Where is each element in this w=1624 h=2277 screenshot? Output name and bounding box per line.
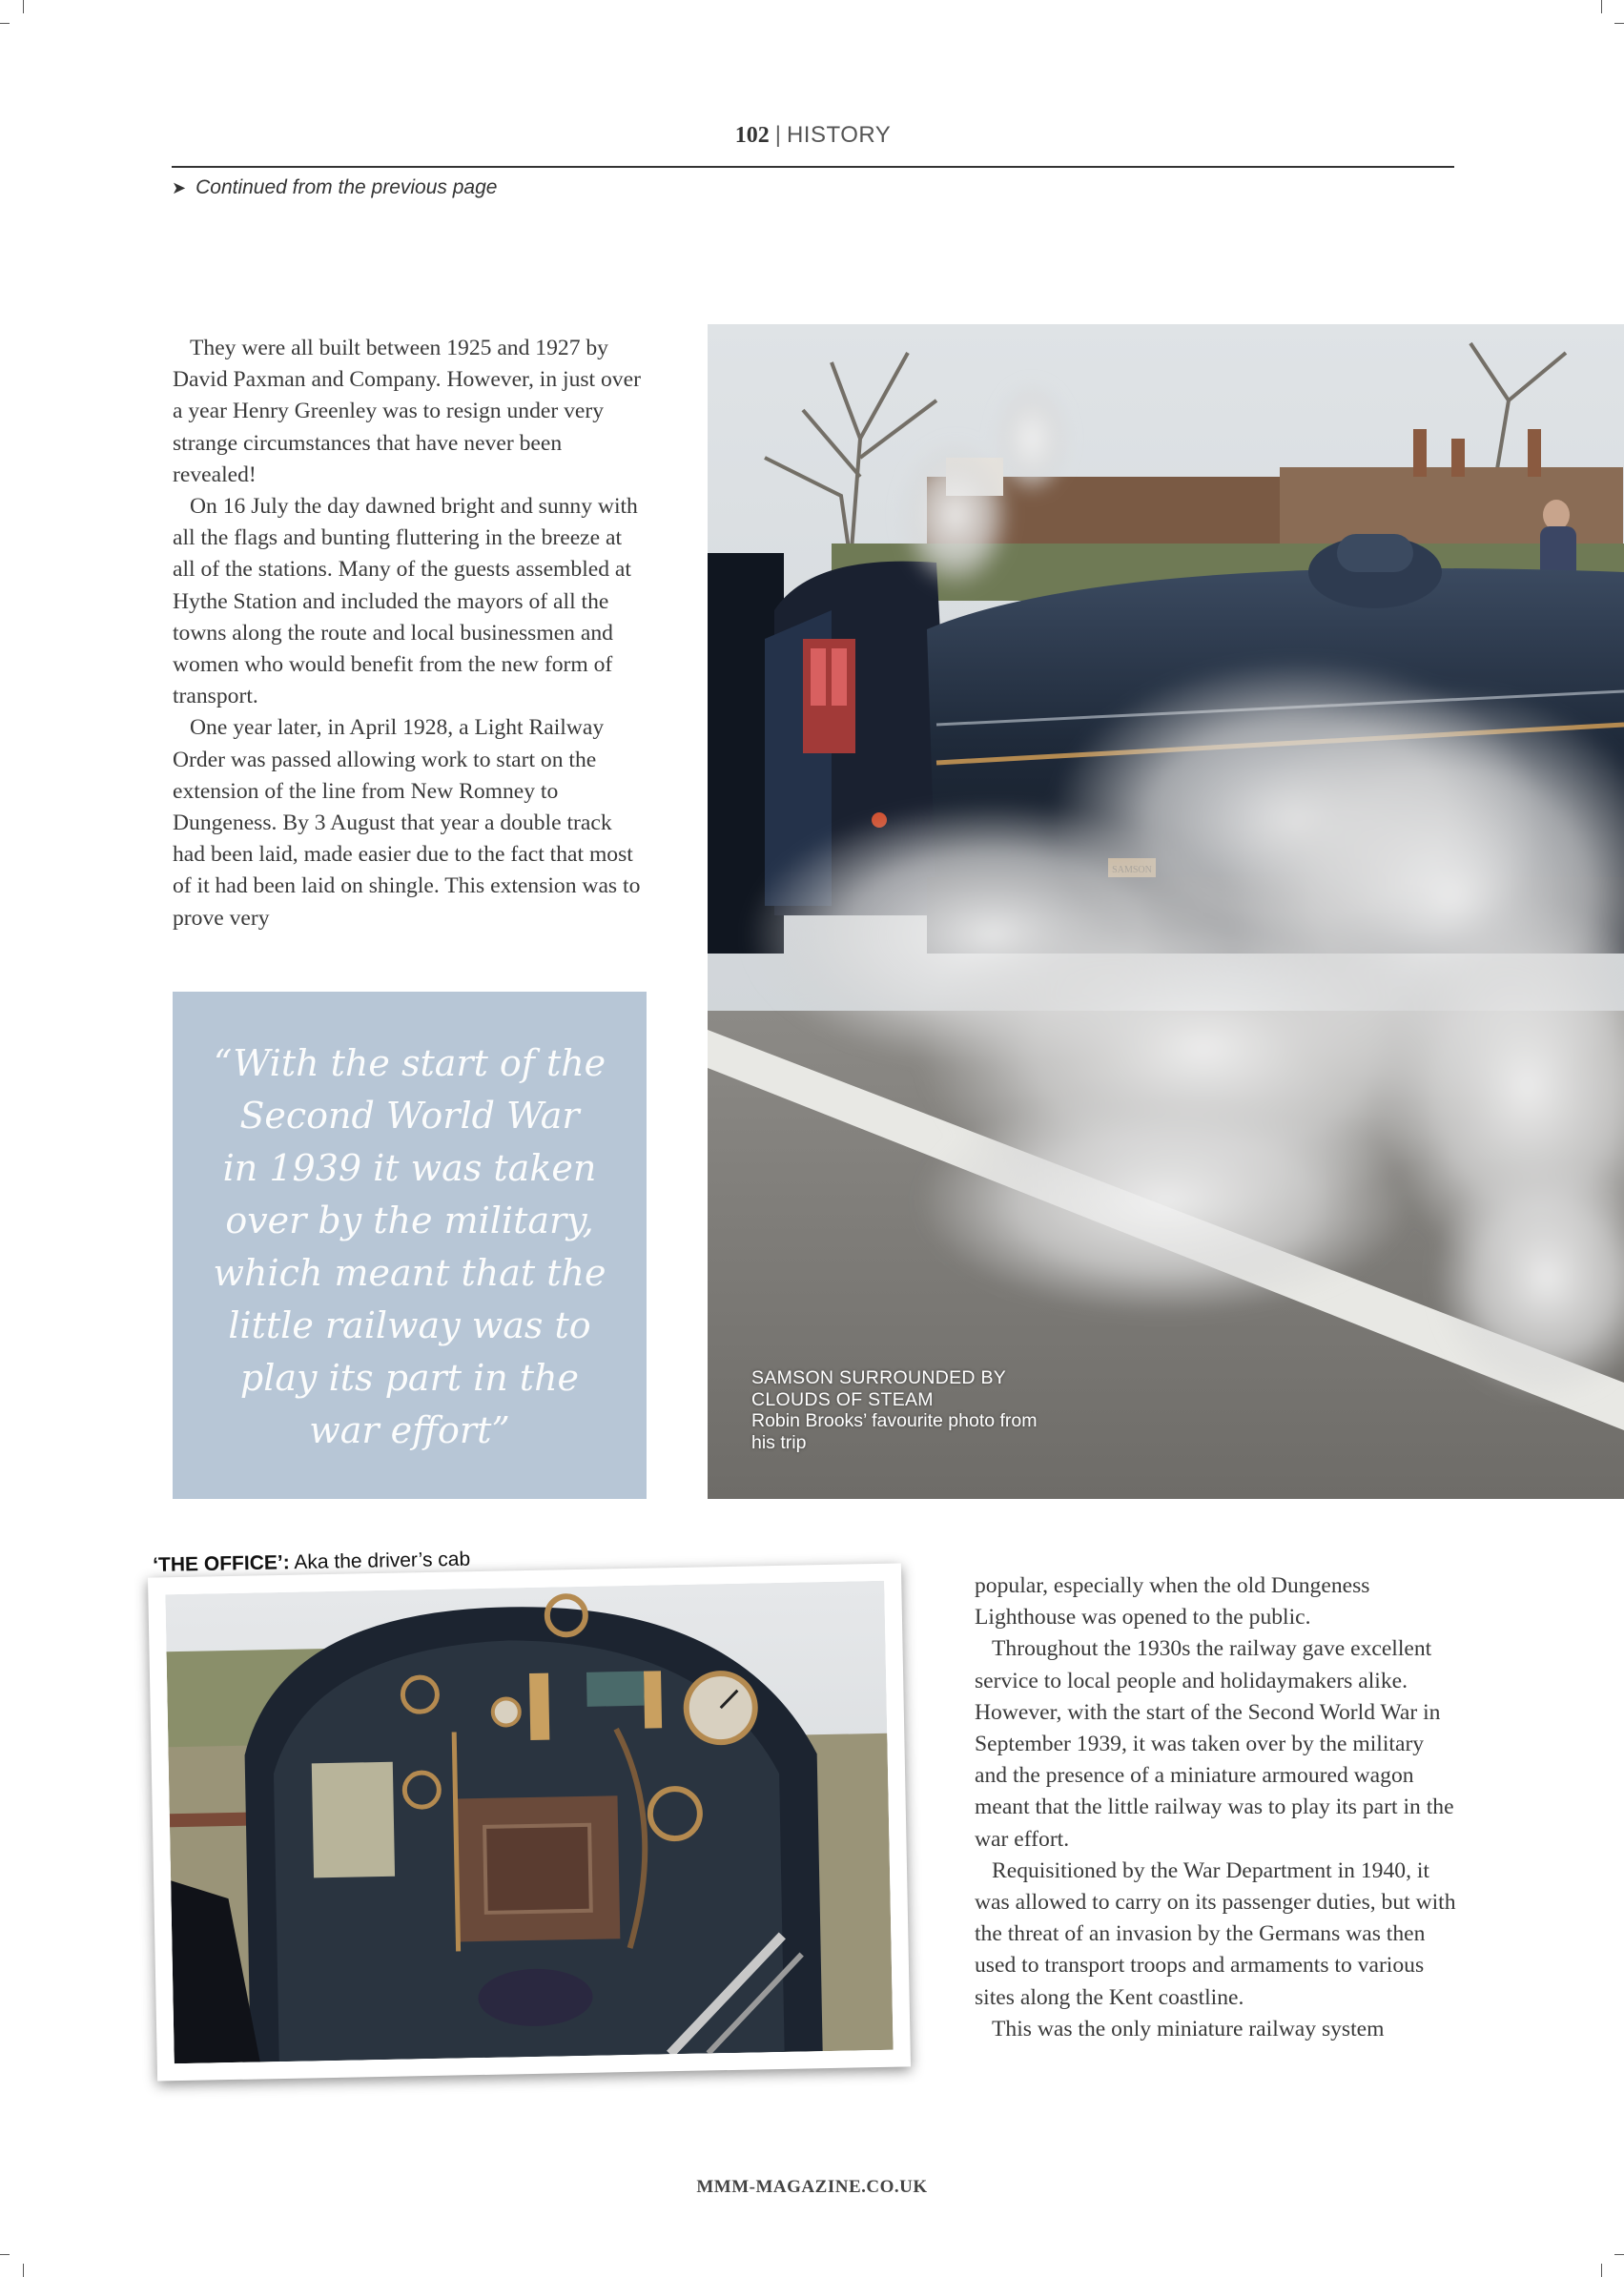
crop-mark-bottom-left <box>23 2264 24 2277</box>
paragraph: On 16 July the day dawned bright and sunny with all the flags and bunting fluttering in the breeze at all of the stations. Many of the guests assembled at Hythe Station and included the mayors of all the towns along the route and local businessmen and women who would benefit from the new form of transport. <box>173 494 638 709</box>
cab-caption-text: Aka the driver’s cab <box>289 1548 471 1574</box>
steam-locomotive-photo <box>708 324 1624 1499</box>
page-number: 102 <box>734 123 770 148</box>
continued-text: Continued from the previous page <box>195 176 498 198</box>
paragraph: popular, especially when the old Dungeness Lighthouse was opened to the public. <box>975 1573 1370 1631</box>
section-title: HISTORY <box>786 122 892 148</box>
caption-credit: Robin Brooks’ favourite photo from his trip <box>751 1410 1038 1453</box>
paragraph: One year later, in April 1928, a Light Railway Order was passed allowing work to start on the extension of the line from New Romney to Dungeness. By 3 August that year a double track had been laid, made easier due to the fact that most of it had been laid on shingle. This extension was to prove very <box>173 715 641 931</box>
crop-mark-bottom-left-h <box>0 2254 10 2255</box>
paragraph: Throughout the 1930s the railway gave excellent service to local people and holidaymakers alike. However, with the start of the Second World War in September 1939, it was taken over by the military and the presence of a miniature armoured wagon meant that the little railway was to play its part in the war effort. <box>975 1636 1454 1852</box>
drivers-cab-photo <box>165 1581 893 2063</box>
crop-mark-bottom-right-h <box>1614 2254 1624 2255</box>
right-text-column <box>975 1570 1456 2045</box>
cab-photo-illustration <box>165 1581 893 2063</box>
cab-photo-frame <box>148 1563 911 2081</box>
cab-caption-label: ‘THE OFFICE’: <box>153 1551 290 1576</box>
left-text-column <box>173 333 649 934</box>
crop-mark-top-right-h <box>1614 23 1624 24</box>
page-header <box>172 122 1454 168</box>
crop-mark-top-right <box>1601 0 1602 13</box>
crop-mark-top-left-h <box>0 23 10 24</box>
crop-mark-top-left <box>23 0 24 13</box>
steam-photo-caption <box>751 1367 1057 1453</box>
paragraph: This was the only miniature railway system <box>992 2016 1385 2041</box>
continued-note <box>172 176 497 199</box>
pull-quote-text: “With the start of the Second World War in 1939 it was taken over by the military, which meant that the little railway was to play its part in the war effort” <box>213 1042 606 1451</box>
footer-website: MMM-MAGAZINE.CO.UK <box>696 2177 928 2197</box>
arrow-right-icon: ➤ <box>172 178 187 197</box>
caption-title: SAMSON SURROUNDED BY CLOUDS OF STEAM <box>751 1367 1006 1410</box>
crop-mark-bottom-right <box>1601 2264 1602 2277</box>
paragraph: They were all built between 1925 and 1927 by David Paxman and Company. However, in just over a year Henry Greenley was to resign under very strange circumstances that have never been revealed! <box>173 336 641 487</box>
steam-photo-illustration <box>708 324 1624 1499</box>
pull-quote-box <box>173 992 647 1499</box>
paragraph: Requisitioned by the War Department in 1940, it was allowed to carry on its passenger duties, but with the threat of an invasion by the Germans was then used to transport troops and armaments to various sites along the Kent coastline. <box>975 1857 1456 2010</box>
header-separator: | <box>774 122 781 148</box>
